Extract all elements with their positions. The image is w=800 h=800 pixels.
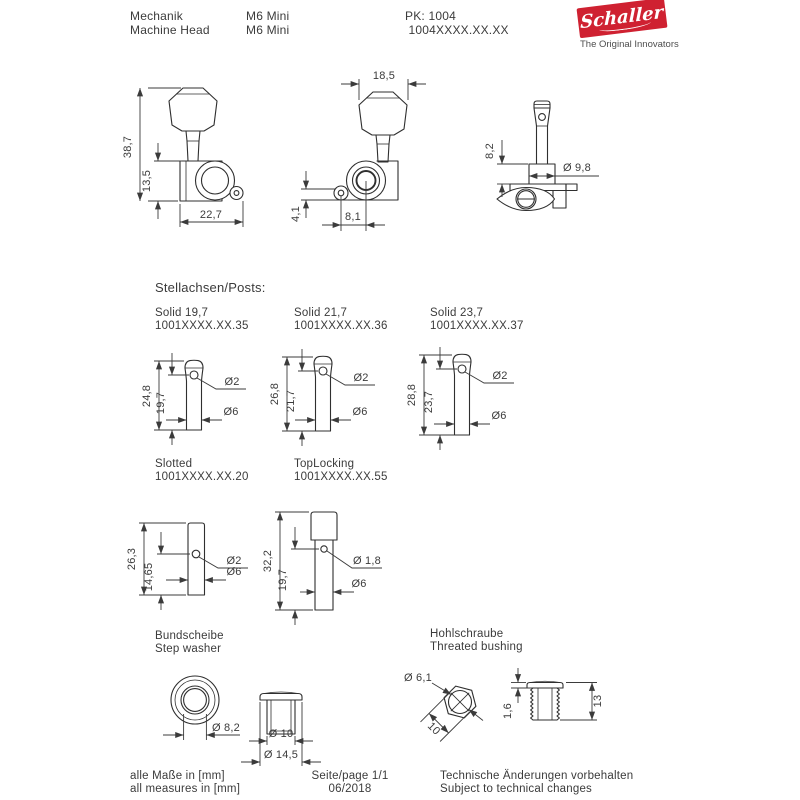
dim-label: Ø6 [226,566,242,578]
dim-label-width: 22,7 [199,209,223,221]
variant-code: 1001XXXX.XX.55 [294,471,388,483]
dim-label: 19,7 [155,391,167,415]
front-view-drawing [122,88,243,227]
product-type-en: Machine Head [130,23,210,37]
dim-label: Ø 10 [268,728,294,740]
footer-page-number: Seite/page 1/1 [311,770,389,782]
posts-section-title: Stellachsen/Posts: [155,280,266,295]
pk-code: 1004XXXX.XX.XX [408,23,509,37]
dim-label: Ø6 [223,406,239,418]
footer-notice-de: Technische Änderungen vorbehalten [440,770,634,782]
dim-label: 1,6 [502,703,514,719]
bushing-drawing [404,668,604,742]
washer-name-en: Step washer [155,643,222,655]
dim-label-post-dia: Ø 9,8 [563,162,591,174]
post-drawing-toplocking [262,512,382,625]
bushing-name-de: Hohlschraube [430,628,504,640]
dim-label: Ø6 [351,578,367,590]
dim-label: 21,7 [285,389,297,413]
footer-units-en: all measures in [mm] [130,783,241,795]
dim-label: Ø2 [224,376,240,388]
washer-drawing [163,676,321,766]
washer-name-de: Bundscheibe [155,630,224,642]
side-view-drawing [290,70,426,231]
dim-label: Ø2 [226,555,242,567]
dim-label-gear-height: 13,5 [141,169,153,193]
dim-label: Ø 1,8 [353,555,381,567]
variant-code: 1001XXXX.XX.36 [294,320,388,332]
variant-name: Solid 19,7 [155,307,209,319]
variant-name: Slotted [155,458,193,470]
dim-label-hole-offset: 8,1 [345,211,361,223]
variant-name: TopLocking [294,458,355,470]
footer-units-de: alle Maße in [mm] [130,770,225,782]
dim-label-total-height: 38,7 [122,135,134,159]
dim-label: 24,8 [141,384,153,408]
post-drawing-solid-21-7 [269,349,375,446]
model-line1: M6 Mini [246,9,290,23]
dim-label: 23,7 [423,390,435,414]
rear-view-drawing [484,101,599,211]
dim-label: 13 [592,694,604,708]
dim-label: Ø 14,5 [263,749,299,761]
post-drawing-solid-19-7 [141,353,246,445]
variant-code: 1001XXXX.XX.35 [155,320,249,332]
variant-name: Solid 21,7 [294,307,348,319]
dim-label: 10 [424,720,443,738]
dim-label: 19,7 [277,568,289,592]
variant-name: Solid 23,7 [430,307,484,319]
dim-label-post-height: 8,2 [484,143,496,159]
bushing-name-en: Threated bushing [430,641,523,653]
footer-notice-en: Subject to technical changes [440,783,593,795]
logo-tagline: The Original Innovators [580,39,679,50]
variant-code: 1001XXXX.XX.37 [430,320,524,332]
dim-label: Ø6 [491,410,507,422]
dim-label-button-width: 18,5 [372,70,396,82]
dim-label: Ø6 [352,406,368,418]
footer-date: 06/2018 [328,783,372,795]
dim-label: 26,3 [126,547,138,571]
product-type-de: Mechanik [130,9,183,23]
dim-label-plate-offset: 4,1 [290,206,302,222]
dim-label: 32,2 [262,549,274,573]
schaller-brand-text: Schaller [580,1,664,34]
post-drawing-solid-23-7 [406,347,514,450]
dim-label: Ø2 [353,372,369,384]
post-drawing-slotted [126,523,248,610]
dim-label: Ø 8,2 [212,722,240,734]
dim-label: 14,65 [143,562,155,592]
dim-label: 26,8 [269,382,281,406]
variant-code: 1001XXXX.XX.20 [155,471,249,483]
dim-label: Ø2 [492,370,508,382]
dim-label: Ø 6,1 [404,672,432,684]
pk-number: PK: 1004 [405,9,456,23]
dim-label: 28,8 [406,383,418,407]
model-line2: M6 Mini [246,23,290,37]
